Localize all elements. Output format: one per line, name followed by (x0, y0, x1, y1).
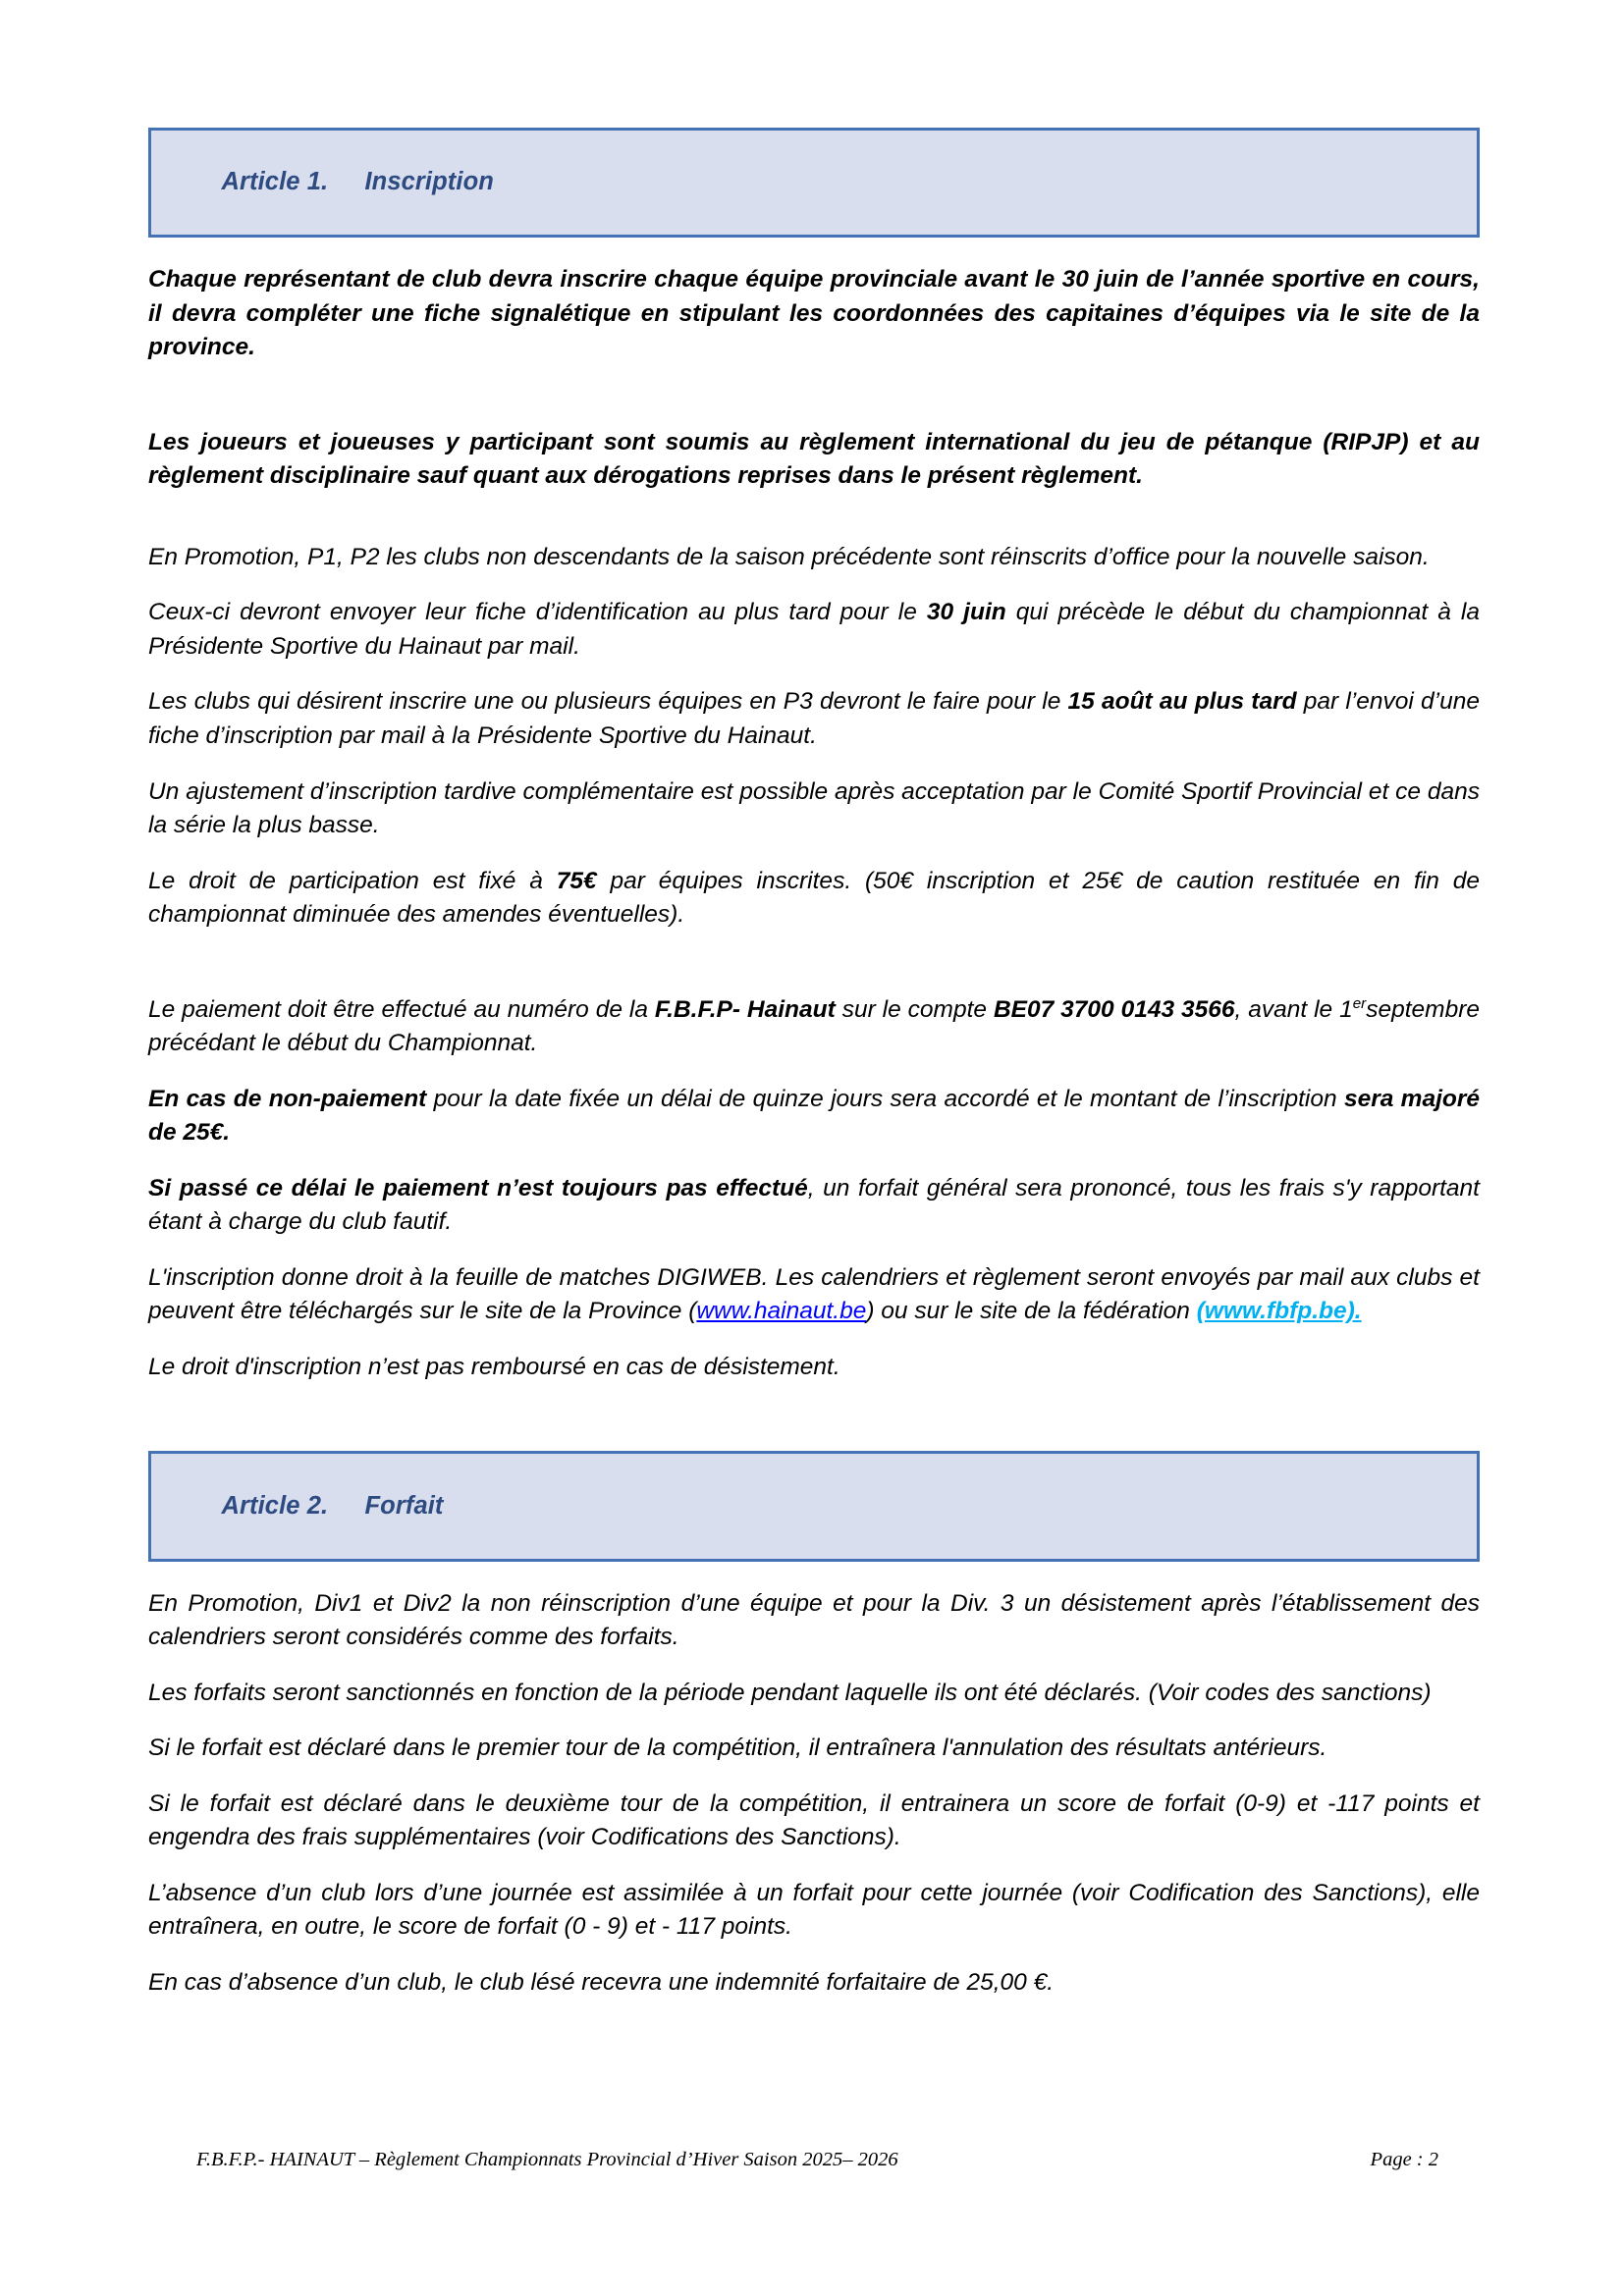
article-1-paragraph-2: Les joueurs et joueuses y participant sont soumis au règlement international du jeu de pétanque (RIPJP) et au règlement disciplinaire sauf quant aux dérogations reprises dans le présent règlement. (148, 428, 1480, 490)
p8-text-c: sur le compte (835, 995, 994, 1023)
link-fbfp-website[interactable]: (www.fbfp.be). (1196, 1298, 1362, 1325)
p7-text-a: Le droit de participation est fixé à (148, 867, 557, 894)
p8-iban-bold: BE07 3700 0143 3566 (993, 995, 1235, 1023)
p8-org-bold: F.B.F.P- Hainaut (654, 995, 836, 1023)
p5-text-c: par l’envoi d’une fiche d’inscription par mail à la Présidente Sportive du Hainaut. (148, 688, 1481, 750)
link-hainaut-website[interactable]: www.hainaut.be (696, 1298, 867, 1325)
article-2-title: Forfait (364, 1491, 444, 1520)
article-1-paragraph-6: Un ajustement d’inscription tardive complémentaire est possible après acceptation par le Comité Sportif Provincial et ce dans la série la plus basse. (148, 777, 1480, 839)
p4-text-a: Ceux-ci devront envoyer leur fiche d’identification au plus tard pour le (148, 599, 927, 626)
article-1-paragraph-4 (148, 596, 1480, 664)
p5-deadline-bold: 15 août au plus tard (1067, 688, 1297, 716)
article-spacer (148, 1406, 1480, 1451)
p8-text-a: Le paiement doit être effectué au numéro de la (148, 995, 655, 1023)
footer-page-number: Page : 2 (1370, 2149, 1438, 2170)
article-1-paragraph-10 (148, 1172, 1480, 1240)
article-2-paragraph-5: L’absence d’un club lors d’une journée est assimilée à un forfait pour cette journée (voir Codification des Sanctions), elle entraînera, en outre, le score de forfait (0 - 9) et - 117 points. (148, 1879, 1480, 1941)
page-footer (196, 2148, 1438, 2172)
article-1-paragraph-1: Chaque représentant de club devra inscrire chaque équipe provinciale avant le 30 juin de l’année sportive en cours, il devra compléter une fiche signalétique en stipulant les coordonnées des capitaines d’équipes via le site de la province. (148, 266, 1480, 361)
article-1-paragraph-8 (148, 993, 1480, 1061)
p7-text-c: par équipes inscrites. (50€ inscription et 25€ de caution restituée en fin de championnat diminuée des amendes éventuelles). (148, 867, 1480, 929)
article-1-paragraph-5 (148, 685, 1480, 753)
article-2-block (148, 1451, 1480, 2000)
p9-lead-bold: En cas de non-paiement (148, 1085, 427, 1112)
article-1-paragraph-3: En Promotion, P1, P2 les clubs non descendants de la saison précédente sont réinscrits d’office pour la nouvelle saison. (148, 543, 1430, 570)
p9-text-b: pour la date fixée un délai de quinze jours sera accordé et le montant de l’inscription (426, 1085, 1344, 1112)
article-1-title: Inscription (364, 168, 494, 196)
p10-text-b: , un forfait général sera prononcé, tous les frais s'y rapportant étant à charge du club fautif. (148, 1174, 1480, 1236)
p8-text-e: , avant le 1 (1234, 995, 1353, 1023)
p4-date-bold: 30 juin (926, 599, 1006, 626)
p11-text-a: L'inscription donne droit à la feuille de matches DIGIWEB. Les calendriers et règlement seront envoyés par mail aux clubs et peuvent être téléchargés sur le site de la Province ( (148, 1263, 1480, 1325)
p11-text-b: ) ou sur le site de la fédération (866, 1298, 1197, 1325)
p4-text-c: qui précède le début du championnat à la Présidente Sportive du Hainaut par mail. (148, 599, 1480, 660)
article-2-paragraph-6: En cas d’absence d’un club, le club lésé recevra une indemnité forfaitaire de 25,00 €. (148, 1968, 1055, 1996)
p8-text-f: septembre précédant le début du Championnat. (148, 995, 1481, 1057)
article-2-paragraph-4: Si le forfait est déclaré dans le deuxième tour de la compétition, il entrainera un score de forfait (0-9) et -117 points et engendra des frais supplémentaires (voir Codifications des Sanctions). (148, 1789, 1480, 1851)
article-2-number: Article 2. (221, 1491, 329, 1520)
article-1-paragraph-7 (148, 865, 1480, 933)
article-2-paragraph-3: Si le forfait est déclaré dans le premier tour de la compétition, il entraînera l'annulation des résultats antérieurs. (148, 1735, 1327, 1762)
article-1-paragraph-12: Le droit d'inscription n’est pas remboursé en cas de désistement. (148, 1353, 840, 1380)
document-body (148, 128, 1480, 2021)
p9-surcharge-bold: sera majoré de 25€. (148, 1085, 1480, 1147)
p5-text-a: Les clubs qui désirent inscrire une ou plusieurs équipes en P3 devront le faire pour le (148, 688, 1068, 716)
article-1-block (148, 128, 1480, 1384)
p10-lead-bold: Si passé ce délai le paiement n’est toujours pas effectué (148, 1174, 808, 1201)
article-1-heading (148, 128, 1480, 238)
p8-ordinal-superscript: er (1352, 994, 1367, 1012)
article-1-paragraph-9 (148, 1083, 1480, 1150)
article-2-paragraph-2: Les forfaits seront sanctionnés en fonction de la période pendant laquelle ils ont été déclarés. (Voir codes des sanctions) (148, 1679, 1432, 1706)
p7-fee-bold: 75€ (556, 867, 597, 894)
footer-document-title: F.B.F.P.- HAINAUT – Règlement Championnats Provincial d’Hiver Saison 2025– 2026 (196, 2149, 898, 2170)
article-1-number: Article 1. (221, 168, 329, 196)
article-2-paragraph-1: En Promotion, Div1 et Div2 la non réinscription d’une équipe et pour la Div. 3 un désistement après l’établissement des calendriers seront considérés comme des forfaits. (148, 1589, 1480, 1651)
article-2-heading (148, 1451, 1480, 1561)
article-1-paragraph-11 (148, 1261, 1480, 1329)
